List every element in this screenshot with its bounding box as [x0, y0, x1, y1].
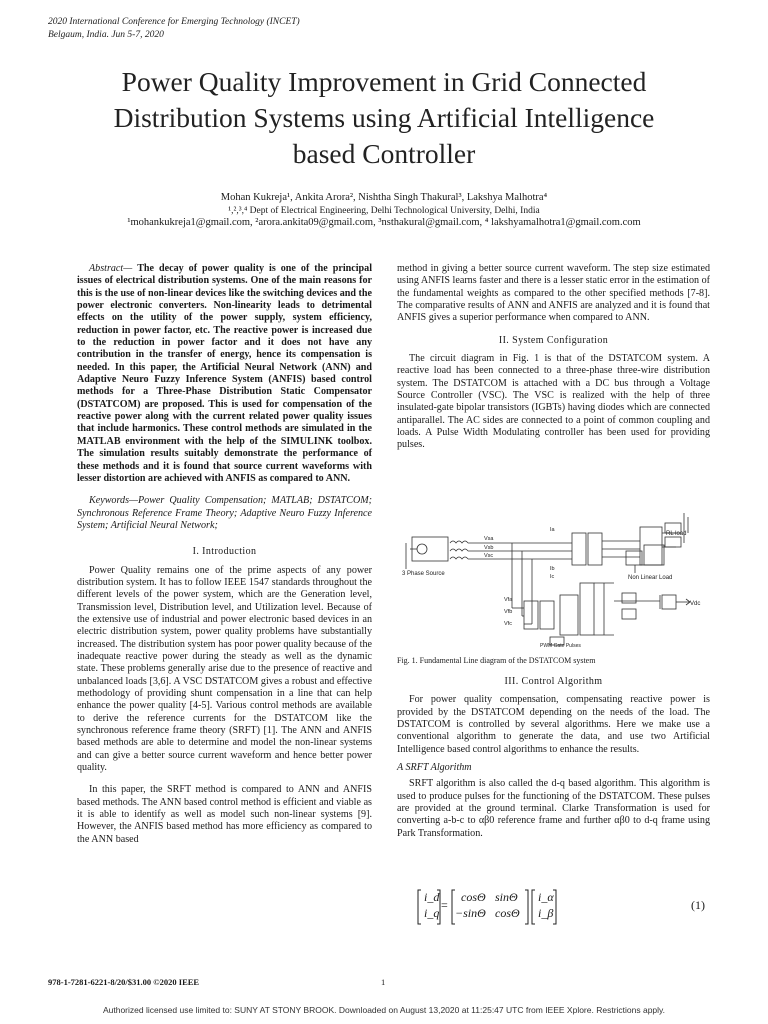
- author-emails: ¹mohankukreja1@gmail.com, ²arora.ankita09@gmail.com, ³nsthakural@gmail.com, ⁴ lakshyamalhotra1@gmail.com.com: [127, 217, 641, 228]
- eq-equals: =: [441, 898, 448, 912]
- intro-paragraph-1: Power Quality remains one of the prime aspects of any power distribution system. It has to follow IEEE 1547 standards throughout the different levels of the power system, which are the Generation level, Transmission level, Distribution level, and Utilization level. Because of the extensive use of industrial and power electronic based devices in an electric distribution system, power quality problems have substantially increased. The distribution system has poor power quality because of the inadequate reactive power during the steady as well as the dynamic state. These problems generally arise due to the presence of reactive and unbalanced loads [3,6]. A VSC DSTATCOM gives a robust and effective methodology of providing shunt compensation in a line that can help enhance the power quality [4-5]. Various control methods are available to derive the reference currents for the DSTATCOM like the synchronous reference frame theory (SRFT) [1]. The ANN and ANFIS based methods are able to determine and model the non-linear systems and can give a better source current waveform and hence better power quality.: [77, 564, 372, 774]
- footer-page-number: 1: [381, 977, 386, 987]
- fig-label-ib: Ib: [550, 566, 555, 572]
- fig-label-vfc: Vfc: [504, 621, 512, 627]
- fig-label-vfa: Vfa: [504, 597, 513, 603]
- right-column-lower: [397, 676, 710, 840]
- abstract: [77, 263, 372, 485]
- abstract-text: The decay of power quality is one of the principal issues of electrical distribution systems. One of the main reasons for this is the use of non-linear devices like the switching devices and the power electronic converters. Non-linearity leads to detrimental effects on the utility of the power supply, system efficiency, reduction in power factor, etc. The reactive power is increased due to the reduction in power factor and it does not have any contribution in the transfer of energy, hence its compensation is needed. In this paper, the Artificial Neural Network (ANN) and Adaptive Neuro Fuzzy Inference System (ANFIS) based control methods for a Three-Phase Distribution Static Compensator (DSTATCOM) are proposed. This is used for compensation of the reactive power along with the current related power quality issues that include harmonics. These control methods are simulated in the MATLAB environment with the help of the SIMULINK toolbox. The simulation results suitably demonstrate the performance of these methods and it is found that source current waveforms with lesser distortion are achieved with ANFIS as compared to ANN.: [77, 263, 372, 484]
- fig-label-rl-load: RL load: [666, 531, 687, 537]
- eq-rhs-top: i_α: [538, 890, 554, 904]
- fig-label-vdc: Vdc: [690, 601, 701, 607]
- eq-number: (1): [691, 898, 705, 912]
- right-paragraph-0: method in giving a better source current waveform. The step size estimated using ANFIS learns faster and there is a lesser static error in the estimation of the fundamental weights as compared to the other specified methods [7-8]. The comparative results of ANN and ANFIS are analyzed and it is found that ANFIS gives a superior performance when compared to ANN.: [397, 263, 710, 324]
- license-notice: Authorized licensed use limited to: SUNY AT STONY BROOK. Downloaded on August 13,2020 at 11:25:47 UTC from IEEE Xplore. Restrictions apply.: [102, 1005, 666, 1015]
- fig-label-vsc: Vsc: [484, 553, 494, 559]
- fig-label-vsa: Vsa: [484, 536, 494, 542]
- conference-header: [48, 16, 300, 42]
- system-paragraph-1: The circuit diagram in Fig. 1 is that of the DSTATCOM system. A reactive load has been connected to a three-phase three-wire distribution system. The DSTATCOM is attached with a DC bus through a Voltage Source Controller (VSC). The VSC is realized with the help of three insulated-gate bipolar transistors (IGBTs) having diodes which are connected antiparallel. The AC sides are connected to a point of common coupling and loads. A Pulse Width Modulating controller has been used for providing pulses.: [397, 353, 710, 451]
- author-affiliation: ¹,²,³,⁴ Dept of Electrical Engineering, Delhi Technological University, Delhi, India: [228, 205, 540, 216]
- fig-label-source: 3 Phase Source: [402, 571, 445, 577]
- title-line-2: Distribution Systems using Artificial Intelligence: [113, 102, 655, 133]
- fig-label-vsb: Vsb: [484, 545, 494, 551]
- right-column: [397, 263, 710, 452]
- keywords: [77, 495, 372, 532]
- title-line-3: based Controller: [292, 138, 476, 169]
- fig-label-ia: Ia: [550, 527, 555, 533]
- title-line-1: Power Quality Improvement in Grid Connected: [121, 66, 647, 97]
- figure-caption: Fig. 1. Fundamental Line diagram of the DSTATCOM system: [397, 656, 596, 665]
- abstract-label: Abstract—: [89, 263, 133, 274]
- section-heading-system-configuration: II. System Configuration: [498, 334, 609, 346]
- left-column: [77, 263, 372, 846]
- equation-1: [417, 888, 717, 928]
- eq-rhs-bot: i_β: [538, 906, 554, 920]
- fig-label-pwm: PWM Gate Pulses: [540, 643, 581, 649]
- fig-label-vfb: Vfb: [504, 609, 513, 615]
- keywords-label: Keywords—: [89, 495, 138, 507]
- eq-m11: cosΘ: [461, 890, 486, 904]
- figure-dstatcom-diagram: [400, 513, 718, 649]
- conference-location: Belgaum, India. Jun 5-7, 2020: [48, 30, 164, 40]
- author-names: Mohan Kukreja¹, Ankita Arora², Nishtha Singh Thakural³, Lakshya Malhotra⁴: [220, 192, 548, 203]
- conference-name: 2020 International Conference for Emerging Technology (INCET): [48, 17, 300, 27]
- eq-m12: sinΘ: [495, 890, 518, 904]
- keywords-text: Power Quality Compensation; MATLAB; DSTATCOM; Synchronous Reference Frame Theory; Adaptive Neuro Fuzzy Inference System; Artificial Neural Network;: [77, 495, 372, 531]
- footer-isbn: 978-1-7281-6221-8/20/$31.00 ©2020 IEEE: [48, 977, 200, 987]
- section-heading-control-algorithm: III. Control Algorithm: [504, 676, 603, 687]
- eq-m22: cosΘ: [495, 906, 520, 920]
- paper-title: [40, 64, 728, 172]
- intro-paragraph-2: In this paper, the SRFT method is compared to ANN and ANFIS based methods. The ANN based control method is efficient and viable as it is able to identify as well as model such non-linear systems [9]. However, the ANFIS based method has more efficiency as compared to the ANN based: [77, 784, 372, 845]
- subsection-heading-srft: A SRFT Algorithm: [397, 762, 472, 774]
- eq-lhs-top: i_d: [424, 890, 440, 904]
- control-paragraph-1: For power quality compensation, compensating reactive power is provided by the DSTATCOM depending on the needs of the load. The DSTATCOM is controlled by several algorithms. Here we make use a conventional algorithm to generate the data, and use two Artificial Intelligence based control algorithms to enhance the results.: [397, 694, 710, 755]
- author-block: [40, 192, 728, 230]
- eq-m21: −sinΘ: [455, 906, 486, 920]
- eq-lhs-bot: i_q: [424, 906, 440, 920]
- fig-label-nonlinear-load: Non Linear Load: [628, 575, 673, 581]
- fig-label-ic: Ic: [550, 574, 555, 580]
- srft-paragraph-1: SRFT algorithm is also called the d-q based algorithm. This algorithm is used to produce pulses for the functioning of the DSTATCOM. These pulses are provided at the ground terminal. Clarke Transformation is used for converting a-b-c to αβ0 reference frame and further αβ0 to d-q frame using Park Transformation.: [397, 778, 710, 839]
- section-heading-introduction: I. Introduction: [192, 546, 257, 558]
